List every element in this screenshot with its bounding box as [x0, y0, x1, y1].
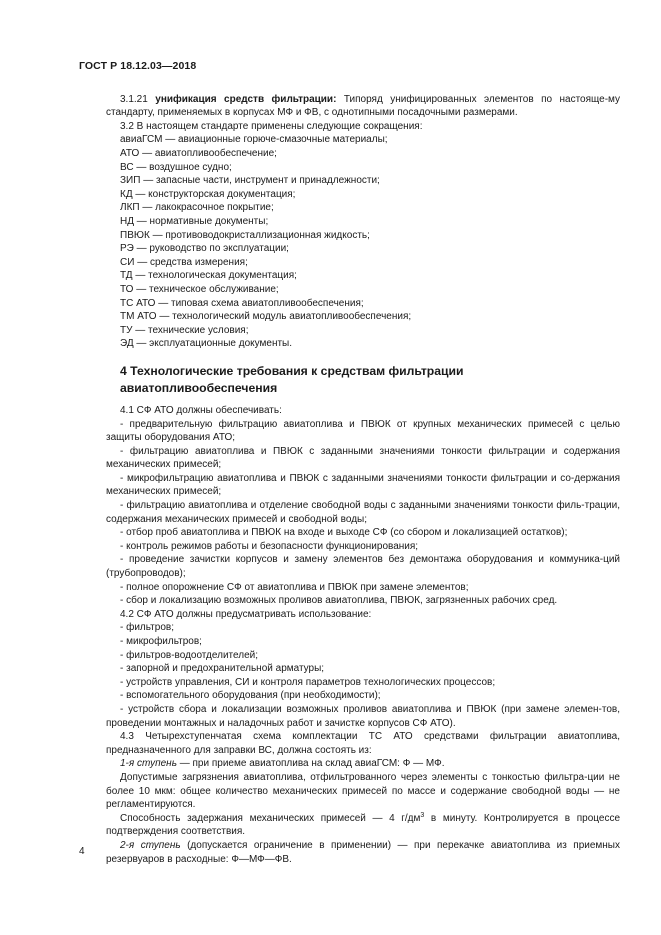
standard-header: ГОСТ Р 18.12.03—2018 — [79, 60, 197, 72]
clause-4-1-intro: 4.1 СФ АТО должны обеспечивать: — [120, 404, 282, 416]
definition-3-1-21 — [106, 93, 620, 120]
retention-capacity — [106, 812, 620, 839]
abbreviation-item: ЭД — эксплуатационные документы. — [120, 338, 293, 350]
abbreviation-item: ЗИП — запасные части, инструмент и принадлежности; — [120, 175, 380, 187]
stage-1 — [106, 757, 620, 771]
abbreviation-item: ЛКП — лакокрасочное покрытие; — [120, 202, 274, 214]
list-item: - предварительную фильтрацию авиатоплива и ПВЮК от крупных механических примесей с целью защиты оборудования АТО; — [106, 418, 620, 444]
clause-4-2-intro: 4.2 СФ АТО должны предусматривать использование: — [120, 608, 372, 620]
section-4-title-line1: 4 Технологические требования к средствам фильтрации — [120, 363, 464, 378]
abbreviation-item: ТМ АТО — технологический модуль авиатопливообеспечения; — [120, 311, 412, 323]
abbreviation-item: авиаГСМ — авиационные горюче-смазочные материалы; — [120, 134, 388, 146]
list-item: - запорной и предохранительной арматуры; — [120, 663, 325, 675]
list-item: - отбор проб авиатоплива и ПВЮК на входе и выходе СФ (со сбором и локализацией остатков); — [120, 527, 568, 539]
abbrev-intro: 3.2 В настоящем стандарте применены следующие сокращения: — [120, 120, 423, 132]
abbreviation-item: СИ — средства измерения; — [120, 256, 248, 268]
clause-4-1-list — [106, 418, 620, 608]
list-item: - микрофильтрацию авиатоплива и ПВЮК с заданными значениями тонкости фильтрации и со-держания механических примесей; — [106, 472, 620, 498]
abbreviation-item: ТУ — технические условия; — [120, 324, 249, 336]
clause-4-3: 4.3 Четырехступенчатая схема комплектации ТС АТО средствами фильтрации авиатоплива, предназначенного для заправки ВС, должна состоять из: — [106, 731, 620, 756]
allowed-contamination: Допустимые загрязнения авиатоплива, отфильтрованного через элементы с тонкостью фильтра-ции не более 10 мкм: общее количество механических примесей по массе и содержание свободной воды — не регламентируются. — [106, 771, 620, 811]
definition-text: Типоряд унифицированных элементов по настояще-му стандарту, применяемых в корпусах МФ и ФВ, с однотипными посадочными размерами. — [106, 94, 621, 119]
list-item: - фильтров; — [120, 622, 174, 634]
list-item: - сбор и локализацию возможных проливов авиатоплива, ПВЮК, загрязненных рабочих сред. — [120, 595, 558, 607]
abbreviation-item: ПВЮК — противоводокристаллизационная жидкость; — [120, 229, 370, 241]
definition-term: унификация средств фильтрации: — [155, 94, 337, 105]
stage-2 — [106, 839, 620, 866]
stage-1-text: — при приеме авиатоплива на склад авиаГСМ: Ф — МФ. — [176, 758, 445, 770]
list-item: - микрофильтров; — [120, 636, 202, 647]
list-item: - вспомогательного оборудования (при необходимости); — [120, 690, 381, 702]
abbreviation-list — [106, 133, 620, 351]
abbreviation-item: НД — нормативные документы; — [120, 215, 269, 227]
page-content — [106, 93, 620, 866]
list-item: - полное опорожнение СФ от авиатоплива и ПВЮК при замене элементов; — [120, 581, 469, 593]
list-item: - устройств управления, СИ и контроля параметров технологических процессов; — [120, 676, 496, 688]
abbreviation-item: ТС АТО — типовая схема авиатопливообеспечения; — [120, 297, 364, 309]
stage-1-label: 1-я ступень — [120, 758, 177, 770]
list-item: - контроль режимов работы и безопасности функционирования; — [120, 540, 419, 552]
stage-2-text: (допускается ограничение в применении) — при перекачке авиатоплива из приемных резервуаров в расходные: Ф—МФ—ФВ. — [106, 839, 620, 865]
section-4-title-line2: авиатопливообеспечения — [120, 380, 278, 395]
definition-number: 3.1.21 — [120, 94, 148, 105]
abbreviation-item: ТО — техническое обслуживание; — [120, 283, 279, 295]
capacity-superscript: 3 — [420, 811, 425, 819]
list-item: - фильтрацию авиатоплива и ПВЮК с заданными значениями тонкости фильтрации и содержания механических примесей; — [106, 445, 620, 471]
capacity-before: Способность задержания механических примесей — 4 г/дм — [120, 812, 421, 824]
abbreviation-item: РЭ — руководство по эксплуатации; — [120, 243, 289, 255]
clause-4-2-list — [106, 621, 620, 730]
list-item: - фильтрацию авиатоплива и отделение свободной воды с заданными значениями тонкости филь-трации, содержания механических примесей и свободной воды; — [106, 500, 620, 525]
stage-2-label: 2-я ступень — [120, 839, 181, 851]
abbreviation-item: АТО — авиатопливообеспечение; — [120, 148, 277, 159]
abbreviation-item: ВС — воздушное судно; — [120, 161, 232, 173]
page-number: 4 — [79, 846, 85, 857]
capacity-after: в минуту. Контролируется в процессе подтверждения соответствия. — [106, 812, 621, 838]
list-item: - проведение зачистки корпусов и замену элементов без демонтажа оборудования и коммуника-ций (трубопроводов); — [106, 554, 620, 580]
abbreviation-item: КД — конструкторская документация; — [120, 188, 296, 200]
list-item: - устройств сбора и локализации возможных проливов авиатоплива и ПВЮК (при замене элемен-тов, проведении монтажных и наладочных работ и зачистке корпусов СФ АТО). — [106, 703, 620, 729]
list-item: - фильтров-водоотделителей; — [120, 649, 259, 661]
section-4-heading — [120, 363, 620, 397]
abbreviation-item: ТД — технологическая документация; — [120, 270, 297, 282]
